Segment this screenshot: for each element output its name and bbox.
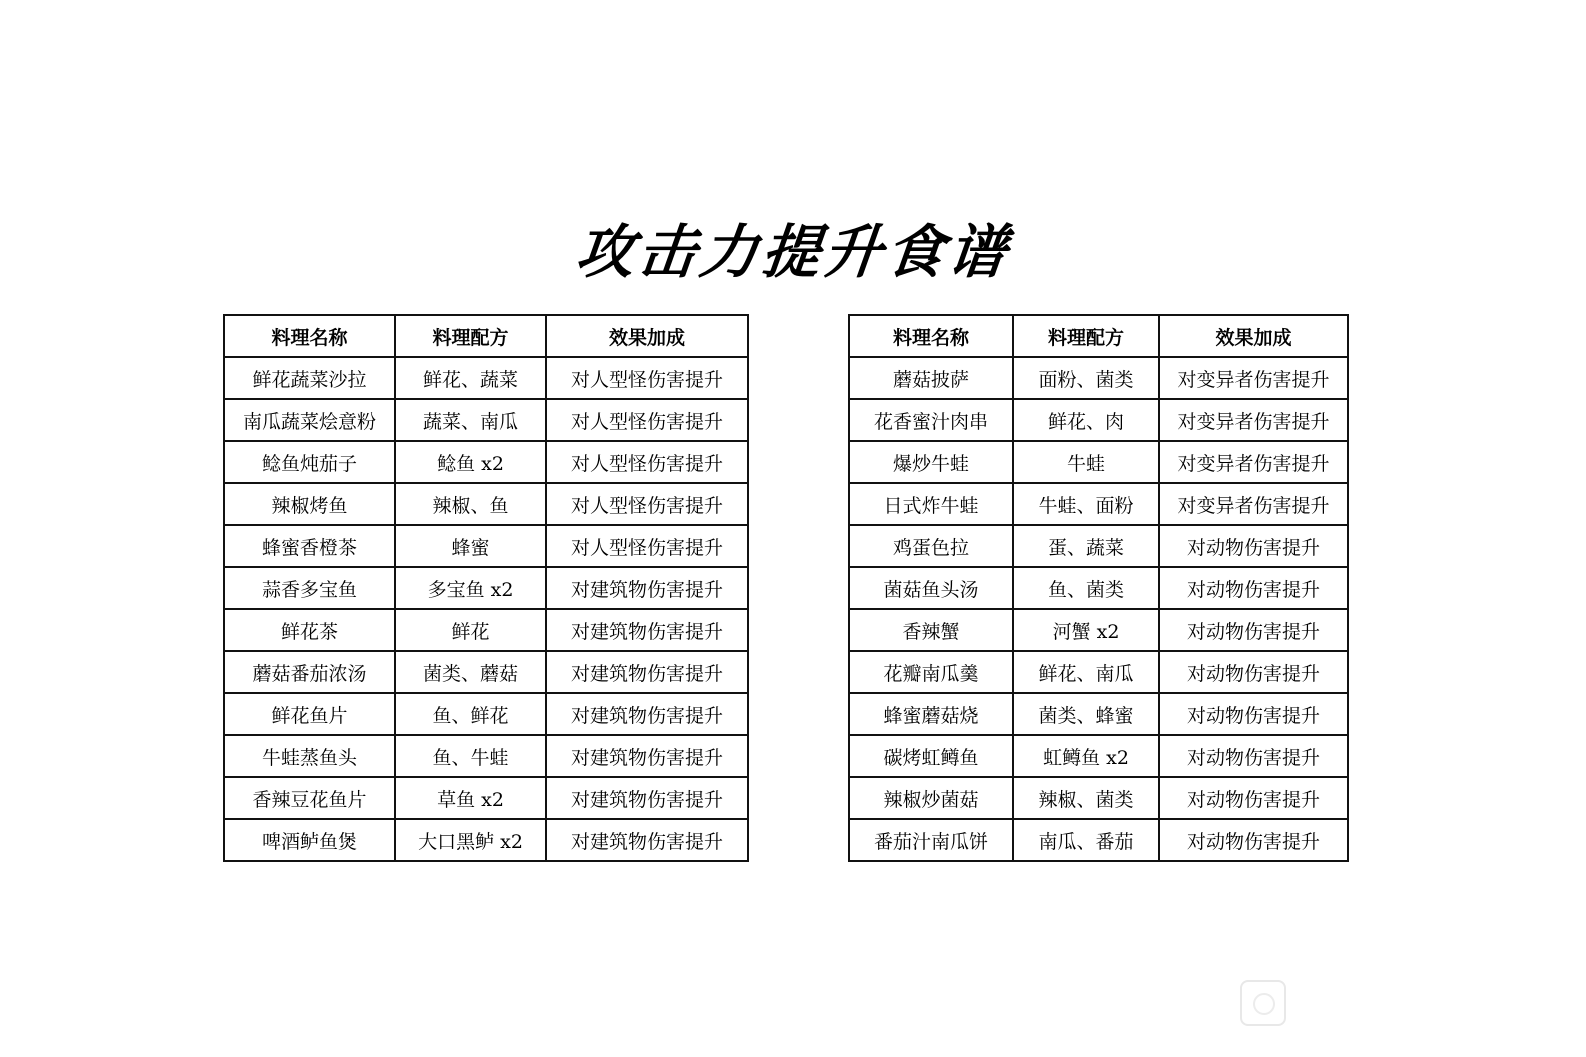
table-row bbox=[224, 441, 748, 483]
table-row bbox=[224, 777, 748, 819]
dish-name-cell: 啤酒鲈鱼煲 bbox=[224, 819, 395, 861]
recipe-cell: 大口黑鲈 x2 bbox=[395, 819, 546, 861]
effect-cell: 对人型怪伤害提升 bbox=[546, 441, 748, 483]
recipe-cell: 河蟹 x2 bbox=[1013, 609, 1159, 651]
effect-cell: 对建筑物伤害提升 bbox=[546, 693, 748, 735]
dish-name-cell: 爆炒牛蛙 bbox=[849, 441, 1013, 483]
table-row bbox=[849, 525, 1348, 567]
table-header-row bbox=[849, 315, 1348, 357]
effect-cell: 对动物伤害提升 bbox=[1159, 525, 1348, 567]
effect-cell: 对变异者伤害提升 bbox=[1159, 399, 1348, 441]
effect-cell: 对建筑物伤害提升 bbox=[546, 567, 748, 609]
table-row bbox=[849, 735, 1348, 777]
effect-cell: 对建筑物伤害提升 bbox=[546, 651, 748, 693]
recipe-table-left bbox=[223, 314, 749, 862]
dish-name-cell: 蘑菇番茄浓汤 bbox=[224, 651, 395, 693]
recipe-cell: 蜂蜜 bbox=[395, 525, 546, 567]
table-row bbox=[224, 735, 748, 777]
recipe-cell: 辣椒、鱼 bbox=[395, 483, 546, 525]
effect-cell: 对建筑物伤害提升 bbox=[546, 609, 748, 651]
table-row bbox=[849, 399, 1348, 441]
recipe-cell: 面粉、菌类 bbox=[1013, 357, 1159, 399]
table-row bbox=[224, 693, 748, 735]
table-row bbox=[224, 483, 748, 525]
table-row bbox=[849, 441, 1348, 483]
header-effect: 效果加成 bbox=[1159, 315, 1348, 357]
effect-cell: 对动物伤害提升 bbox=[1159, 567, 1348, 609]
dish-name-cell: 香辣豆花鱼片 bbox=[224, 777, 395, 819]
effect-cell: 对变异者伤害提升 bbox=[1159, 441, 1348, 483]
effect-cell: 对人型怪伤害提升 bbox=[546, 399, 748, 441]
table-row bbox=[224, 525, 748, 567]
recipe-cell: 鱼、菌类 bbox=[1013, 567, 1159, 609]
effect-cell: 对建筑物伤害提升 bbox=[546, 735, 748, 777]
effect-cell: 对变异者伤害提升 bbox=[1159, 357, 1348, 399]
header-dish-name: 料理名称 bbox=[224, 315, 395, 357]
recipe-cell: 辣椒、菌类 bbox=[1013, 777, 1159, 819]
effect-cell: 对人型怪伤害提升 bbox=[546, 357, 748, 399]
dish-name-cell: 鲶鱼炖茄子 bbox=[224, 441, 395, 483]
recipe-cell: 鲜花 bbox=[395, 609, 546, 651]
table-row bbox=[224, 399, 748, 441]
header-recipe: 料理配方 bbox=[1013, 315, 1159, 357]
table-row bbox=[224, 567, 748, 609]
recipe-cell: 鲶鱼 x2 bbox=[395, 441, 546, 483]
effect-cell: 对动物伤害提升 bbox=[1159, 777, 1348, 819]
recipe-cell: 蛋、蔬菜 bbox=[1013, 525, 1159, 567]
recipe-table-right bbox=[848, 314, 1349, 862]
recipe-cell: 草鱼 x2 bbox=[395, 777, 546, 819]
effect-cell: 对人型怪伤害提升 bbox=[546, 525, 748, 567]
header-recipe: 料理配方 bbox=[395, 315, 546, 357]
recipe-cell: 牛蛙、面粉 bbox=[1013, 483, 1159, 525]
dish-name-cell: 辣椒烤鱼 bbox=[224, 483, 395, 525]
dish-name-cell: 日式炸牛蛙 bbox=[849, 483, 1013, 525]
effect-cell: 对动物伤害提升 bbox=[1159, 651, 1348, 693]
dish-name-cell: 鲜花茶 bbox=[224, 609, 395, 651]
effect-cell: 对动物伤害提升 bbox=[1159, 693, 1348, 735]
dish-name-cell: 花香蜜汁肉串 bbox=[849, 399, 1013, 441]
table-header-row bbox=[224, 315, 748, 357]
dish-name-cell: 南瓜蔬菜烩意粉 bbox=[224, 399, 395, 441]
effect-cell: 对人型怪伤害提升 bbox=[546, 483, 748, 525]
table-row bbox=[849, 609, 1348, 651]
effect-cell: 对动物伤害提升 bbox=[1159, 735, 1348, 777]
recipe-cell: 虹鳟鱼 x2 bbox=[1013, 735, 1159, 777]
dish-name-cell: 鲜花鱼片 bbox=[224, 693, 395, 735]
dish-name-cell: 花瓣南瓜羹 bbox=[849, 651, 1013, 693]
dish-name-cell: 牛蛙蒸鱼头 bbox=[224, 735, 395, 777]
recipe-cell: 多宝鱼 x2 bbox=[395, 567, 546, 609]
dish-name-cell: 香辣蟹 bbox=[849, 609, 1013, 651]
dish-name-cell: 蘑菇披萨 bbox=[849, 357, 1013, 399]
effect-cell: 对建筑物伤害提升 bbox=[546, 777, 748, 819]
table-row bbox=[849, 567, 1348, 609]
effect-cell: 对建筑物伤害提升 bbox=[546, 819, 748, 861]
recipe-cell: 鲜花、南瓜 bbox=[1013, 651, 1159, 693]
effect-cell: 对动物伤害提升 bbox=[1159, 819, 1348, 861]
dish-name-cell: 菌菇鱼头汤 bbox=[849, 567, 1013, 609]
dish-name-cell: 蜂蜜香橙茶 bbox=[224, 525, 395, 567]
table-row bbox=[849, 819, 1348, 861]
dish-name-cell: 蜂蜜蘑菇烧 bbox=[849, 693, 1013, 735]
effect-cell: 对动物伤害提升 bbox=[1159, 609, 1348, 651]
recipe-cell: 菌类、蘑菇 bbox=[395, 651, 546, 693]
recipe-cell: 鱼、牛蛙 bbox=[395, 735, 546, 777]
recipe-cell: 蔬菜、南瓜 bbox=[395, 399, 546, 441]
dish-name-cell: 鲜花蔬菜沙拉 bbox=[224, 357, 395, 399]
dish-name-cell: 碳烤虹鳟鱼 bbox=[849, 735, 1013, 777]
recipe-cell: 鲜花、蔬菜 bbox=[395, 357, 546, 399]
table-row bbox=[849, 357, 1348, 399]
table-row bbox=[224, 357, 748, 399]
table-row bbox=[224, 609, 748, 651]
dish-name-cell: 鸡蛋色拉 bbox=[849, 525, 1013, 567]
table-row bbox=[849, 483, 1348, 525]
table-row bbox=[849, 777, 1348, 819]
header-effect: 效果加成 bbox=[546, 315, 748, 357]
dish-name-cell: 辣椒炒菌菇 bbox=[849, 777, 1013, 819]
dish-name-cell: 番茄汁南瓜饼 bbox=[849, 819, 1013, 861]
table-row bbox=[224, 651, 748, 693]
recipe-cell: 牛蛙 bbox=[1013, 441, 1159, 483]
watermark-logo-icon bbox=[1240, 980, 1286, 1026]
table-row bbox=[849, 693, 1348, 735]
recipe-cell: 鲜花、肉 bbox=[1013, 399, 1159, 441]
recipe-cell: 菌类、蜂蜜 bbox=[1013, 693, 1159, 735]
recipe-cell: 南瓜、番茄 bbox=[1013, 819, 1159, 861]
dish-name-cell: 蒜香多宝鱼 bbox=[224, 567, 395, 609]
table-row bbox=[224, 819, 748, 861]
page-title: 攻击力提升食谱 bbox=[572, 218, 1014, 286]
recipe-cell: 鱼、鲜花 bbox=[395, 693, 546, 735]
table-row bbox=[849, 651, 1348, 693]
effect-cell: 对变异者伤害提升 bbox=[1159, 483, 1348, 525]
header-dish-name: 料理名称 bbox=[849, 315, 1013, 357]
